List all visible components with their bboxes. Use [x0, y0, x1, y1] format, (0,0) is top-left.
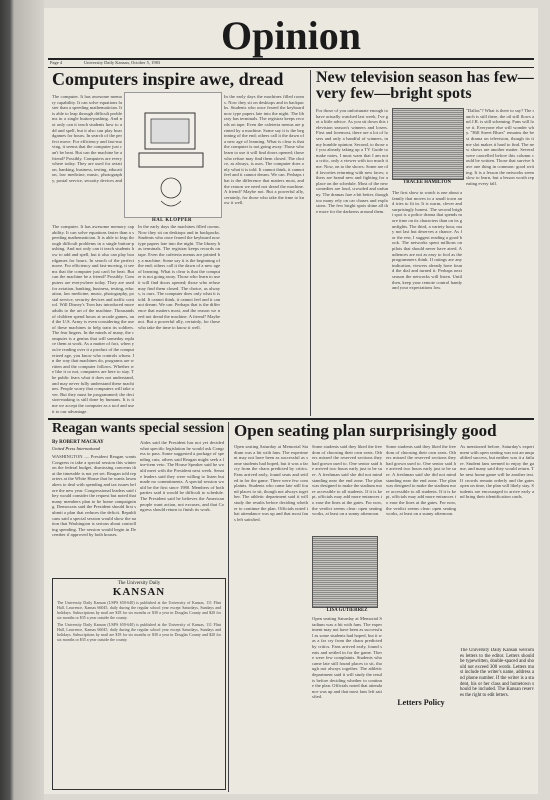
reagan-byline: By ROBERT MACKAY: [52, 440, 104, 445]
seating-author: LISA GUTIERREZ: [326, 608, 368, 613]
reagan-column-1: WASHINGTON — President Reagan wants Congress to take a special session this winter on the federal budget, dismissing concerns that the timetable is not yet set. Reagan told reporters at the White House that he wants lawmakers to deal with spending and tax issues before the new year. Congressional leaders said they would consider the request but noted that many members plan to be home campaigning. Democrats said the President should first submit a plan that reduces the deficit. Republicans said a special session would show the nation that Washington is serious about controlling spending. The session would begin in December if approved by both houses.: [52, 454, 136, 538]
tv-author-photo: [392, 108, 464, 180]
staff-text: The University Daily Kansan (USPS 650-640) is published at the University of Kansas, 111 Flint Hall, Lawrence, Kansas 66045, daily during the regular school year except Saturdays, Sundays and holidays. Subscriptions by mail are $18 for six months or $30 a year in Douglas County and $20 for six months or $35 a year outside the county.: [57, 600, 221, 620]
tv-column-2: The first show to watch is one about a family that moves to a small town and tries to fit in. It is warm, clever and surprisingly honest. The second bright spot is a police drama that spends more time on its characters than on its gunfights. The third, a variety hour, may not last but deserves a chance. As for the rest, I suggest reading a good book. The networks spent millions on pilots that should never have aired. Audiences are not as easy to fool as the programmers think. If ratings are any indication, viewers already have found the dial and turned it. Perhaps next season the networks will listen. Until then, keep your remote control handy and your expectations low.: [392, 190, 462, 291]
computers-author: HAL KLOPPER: [151, 218, 192, 223]
staff-list: The University Daily Kansan (USPS 650-640) is published at the University of Kansas, 111 Flint Hall, Lawrence, Kansas 66045, daily during the regular school year except Saturdays, Sundays and holidays. Subscriptions by mail are $18 for six months or $30 a year in Douglas County and $20 for six months or $35 a year outside the county.: [57, 622, 221, 642]
section-title: Opinion: [220, 13, 362, 58]
computers-column-3: In the early days the machines filled rooms. Now they sit on desktops and in backpacks. Students who once feared the keyboard now type papers late into the night. The library has terminals. The registrar keeps records on tape. Even the cafeteria menus are printed by a machine. Some say it is the beginning of the end; others call it the dawn of a new age of learning. What is clear is that the computer is not going away. Those who learn to use it will find doors opened; those who refuse may find them closed. The choice, as always, is ours. The computer does only what it is told. It cannot think, it cannot feel and it cannot dream. We can. Perhaps that is the difference that matters most, and the reason we need not dread the machine. A friend? Maybe not. But a powerful ally, certainly, for those who take the time to know it well.: [138, 224, 220, 330]
staff-paper-name: KANSAN: [112, 586, 166, 598]
computers-column-1: The computer. It has awesome memory capability. It can solve equations faster than a speeding mathematician. It is able to leap through difficult problems in a single button-pushing. And not only can it teach students how to add and spell, but it also can play boardgames for hours. In search of the perfect move. For efficiency and fast-moving, it seems that the computer just can't be beat. But can the machine be a friend? Possibly. Computers are everywhere today. They are used for aviation, banking, business, testing, education, law medicine, music, photography, postal service, security devices and: [52, 94, 122, 183]
section-rule: [48, 418, 534, 420]
reagan-column-2: Aides said the President has not yet decided what specific legislation he would ask Congress to pass. Some suggested a package of spending cuts; others said Reagan might seek a line-item veto. The House Speaker said he would meet with the President next week. Senate leaders said they were willing to listen but made no commitments. A special session would be the first since 1980. Members of both parties said it would be difficult to schedule. The President said he believes the American people want action, not excuses, and that Congress should return to finish its work.: [140, 440, 224, 513]
folio-line: University Daily Kansan, October 5, 1983: [84, 60, 161, 65]
column-divider: [310, 70, 311, 416]
computers-column-4: In the early days the machines filled rooms. Now they sit on desktops and in backpacks. Students who once feared the keyboard now type papers late into the night. The library has terminals. The registrar keeps records on tape. Even the cafeteria menus are printed by a machine. Some say it is the beginning of the end; others call it the dawn of a new age of learning. What is clear is that the computer is not going away. Those who learn to use it will find doors opened; those who refuse may find them closed. The choice, as always, is ours. The computer does only what it is told. It cannot think, it cannot feel and it cannot dream. We can. Perhaps that is the difference that matters most, and the reason we need not dread the machine. A friend? Maybe not. But a powerful ally, certainly, for those who take the time to know it well.: [224, 94, 304, 206]
binding-edge: [0, 0, 44, 800]
computer-cartoon: [124, 92, 222, 218]
column-divider-2: [228, 422, 229, 792]
reagan-headline: Reagan wants special session: [52, 421, 225, 436]
tv-column-1: For those of you unfortunate enough to have actually watched last week, I've got a little advice. As you sit down this television season's winners and losers. First and foremost, there are a lot of losers and only a handful of winners, in my humble opinion. Second, to those of you already taking up a TV Guide to make notes, I must warn that I am not a critic, only a viewer with too much time. Now, on to the shows. Some are old favorites returning with new faces; others are brand new and fighting for a place on the schedule. Most of the new comedies are loud, crowded and unfunny. The dramas fare a bit better, though too many rely on car chases and explosions. The few bright spots shine all the more for the darkness around them.: [316, 108, 388, 214]
seating-headline: Open seating plan surprisingly good: [234, 421, 497, 440]
seating-column-3: Open seating Saturday at Memorial Stadium was a hit with fans. The experiment may not have been as successful as some students had hoped, but it was a far cry from the chaos predicted by critics. Fans arrived early, found seats and settled in for the game. There were few complaints. Students who came late still found places to sit, though not always together. The athletic department said it will study the results before deciding whether to continue the plan. Officials noted that attendance was up and that most fans left satisfied.: [312, 616, 382, 700]
tv-headline: New television season has few—very few—bright spots: [316, 69, 534, 102]
seating-column-1: Open seating Saturday at Memorial Stadium was a hit with fans. The experiment may not have been as successful as some students had hoped, but it was a far cry from the chaos predicted by critics. Fans arrived early, found seats and settled in for the game. There were few complaints. Students who came late still found places to sit, though not always together. The athletic department said it will study the results before deciding whether to continue the plan. Officials noted that attendance was up and that most fans left satisfied.: [234, 444, 308, 522]
tv-author: TRACEE HAMILTON: [403, 180, 451, 185]
computers-column-2: The computer. It has awesome memory capability. It can solve equations faster than a speeding mathematician. It is able to leap through difficult problems in a single button-pushing. And not only can it teach students how to add and spell, but it also can play boardgames for hours. In search of the perfect move. For efficiency and fast-moving, it seems that the computer just can't be beat. But can the machine be a friend? Possibly. Computers are everywhere today. They are used for aviation, banking, business, testing, education, law medicine, music, photography, postal service, security devices and traffic control. Will Disney's Tron has introduced more adults to the art of the machine. Thousands of children spend hours at arcade games, and the U.S. Army is even considering the use of these machines to help train its soldiers. The fear lingers. In the minds of many, the computer is a genius that will someday replace them at work. As a matter of fact, when you're reading over it a product of the computerized age, you know who controls whom. In the way that machines do, programs are written and the computer follows. Whether we like it or not, computers are here to stay. The public fears what it does not understand, and may never fully understand these machines. People worry that computers will take over. But they must be programmed; the decision-making is still done by humans. It is time we accept the computer as a tool and use it to our advantage.: [52, 224, 134, 414]
tv-column-3: "Dallas"? What is there to say? The ranch is still there, the oil still flows and J.R. is still scheming. Fans will love it. Everyone else will wonder why. "Hill Street Blues" remains the best drama on television, though its time slot makes it hard to find. The new shows are another matter. Several were cancelled before this column could be written. Those that survive have one thing in common: good writing. It is a lesson the networks seem slow to learn, but a lesson worth repeating every fall.: [466, 108, 534, 186]
staff-box: [52, 578, 226, 790]
seating-author-photo: [312, 536, 378, 608]
seating-column-5: As mentioned before, Saturday's experiment with open seating was not an unqualified success, but neither was it a failure. Student fans seemed to enjoy the game, and many said they would return. The next home game will be another test. If crowds remain orderly and the gates open on time, the plan will likely stay. Students are encouraged to arrive early and bring their identification cards.: [460, 444, 534, 500]
letters-heading: Letters Policy: [386, 698, 456, 707]
folio-rule: [48, 67, 534, 68]
newspaper-page: [44, 8, 538, 794]
computers-headline: Computers inspire awe, dread: [52, 69, 284, 89]
staff-paper-label: The University Daily: [117, 581, 161, 586]
seating-column-4: Some students said they liked the freedom of choosing their own seats. Others missed the reserved sections they had grown used to. One senior said he arrived two hours early just to be sure. A freshman said she did not mind standing near the end zone. The plan was designed to make the stadium more accessible to all students. If it is kept, officials may add more entrances to ease the lines at the gates. For now, the verdict seems clear: open seating works, at least on a sunny afternoon.: [386, 444, 456, 517]
page-number: Page 4: [50, 60, 63, 65]
seating-column-2: Some students said they liked the freedom of choosing their own seats. Others missed the reserved sections they had grown used to. One senior said he arrived two hours early just to be sure. A freshman said she did not mind standing near the end zone. The plan was designed to make the stadium more accessible to all students. If it is kept, officials may add more entrances to ease the lines at the gates. For now, the verdict seems clear: open seating works, at least on a sunny afternoon.: [312, 444, 382, 517]
reagan-byline-org: United Press International: [52, 446, 101, 451]
letters-text: The University Daily Kansan welcomes letters to the editor. Letters should be typewritten, double-spaced and should not exceed 300 words. Letters must include the writer's name, address and phone number. If the writer is a student, his or her class and hometown should be included. The Kansan reserves the right to edit letters.: [460, 648, 534, 698]
